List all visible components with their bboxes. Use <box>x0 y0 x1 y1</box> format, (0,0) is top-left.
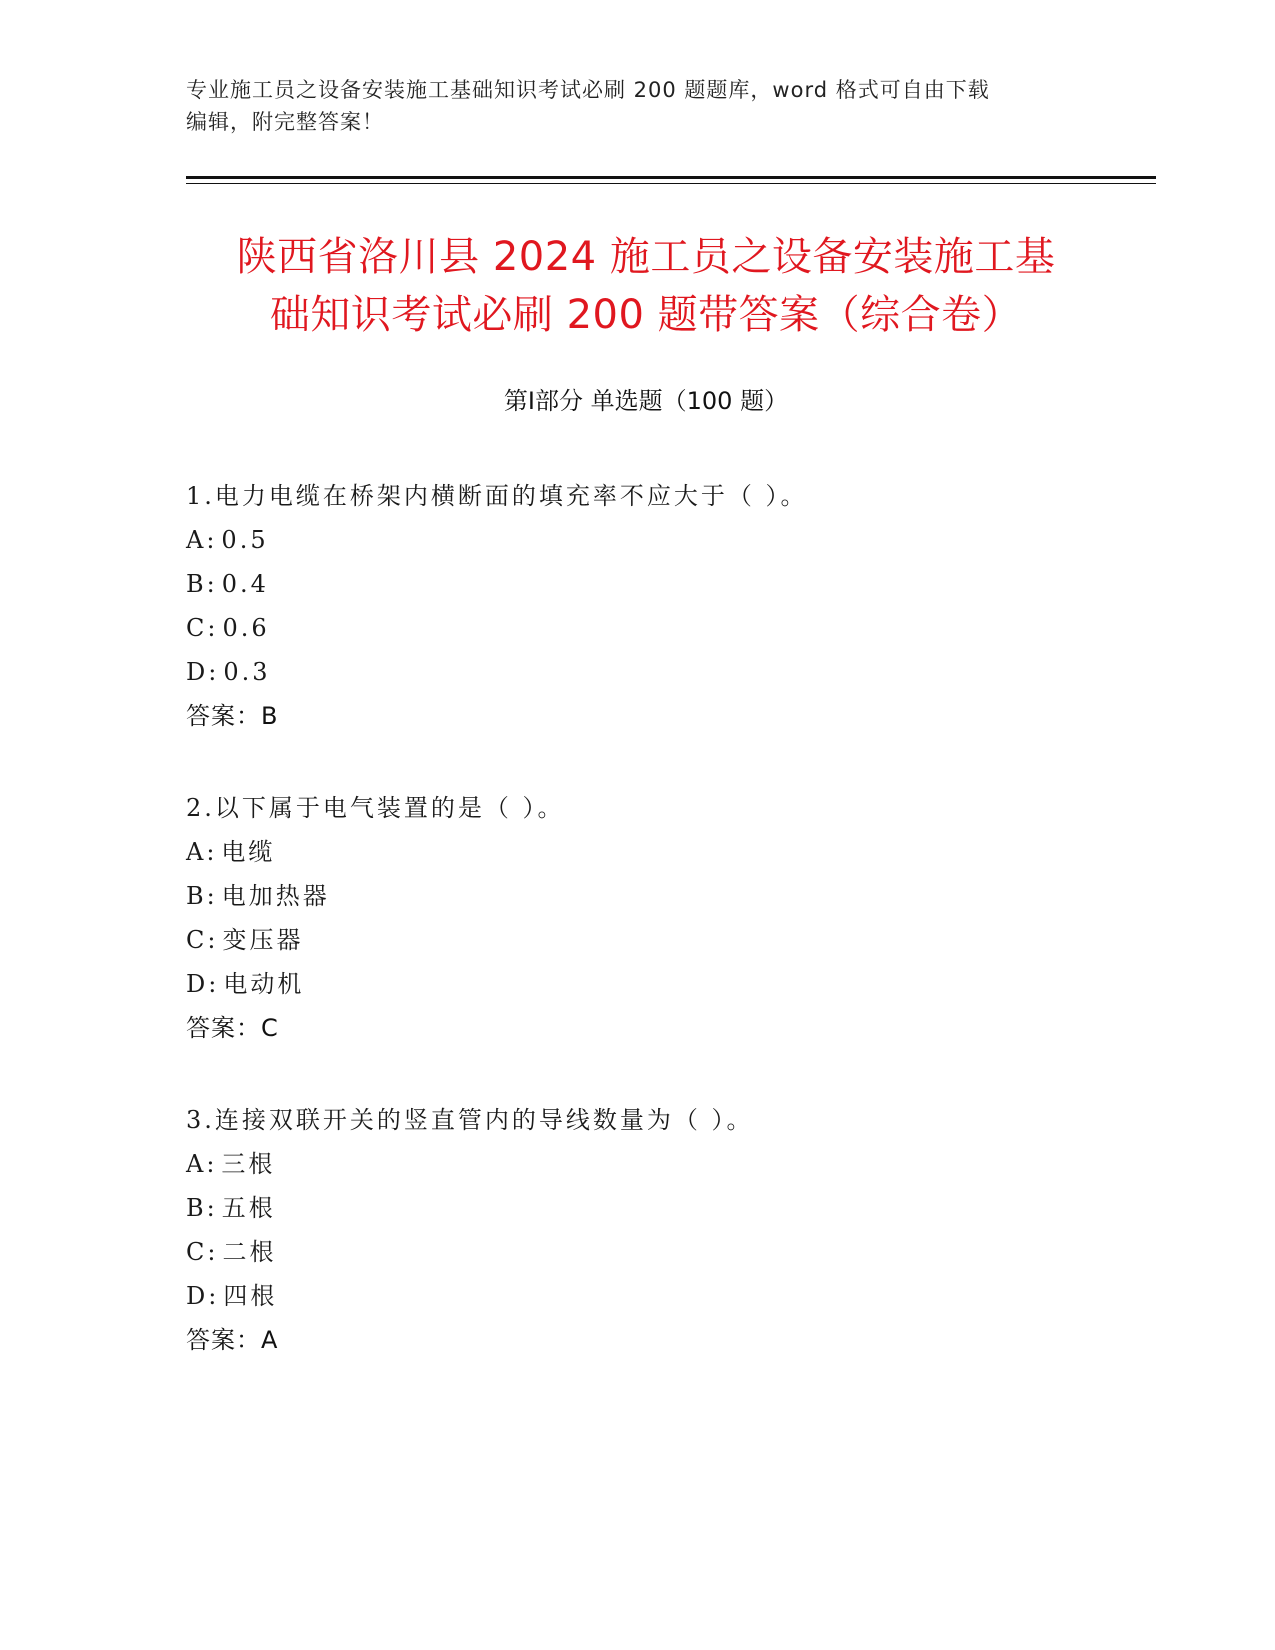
question-stem: 1.电力电缆在桥架内横断面的填充率不应大于（ ）。 <box>186 482 808 510</box>
section-heading: 第Ⅰ部分 单选题（100 题） <box>503 387 789 415</box>
option-letter: A: <box>186 838 218 866</box>
option-letter: B: <box>186 1194 218 1222</box>
option-b <box>186 874 1156 918</box>
question-stem: 2.以下属于电气装置的是（ ）。 <box>186 794 565 822</box>
option-text: 0.5 <box>221 526 269 554</box>
option-text: 0.6 <box>222 614 270 642</box>
option-c <box>186 918 1156 962</box>
option-b <box>186 562 1156 606</box>
option-text: 二根 <box>222 1238 277 1266</box>
option-a <box>186 1142 1156 1186</box>
option-d <box>186 650 1156 694</box>
option-text: 电加热器 <box>221 882 330 910</box>
option-text: 五根 <box>221 1194 276 1222</box>
option-letter: D: <box>186 970 220 998</box>
option-text: 三根 <box>221 1150 276 1178</box>
option-letter: C: <box>186 1238 219 1266</box>
option-text: 电动机 <box>223 970 305 998</box>
option-letter: C: <box>186 614 219 642</box>
option-letter: D: <box>186 1282 220 1310</box>
document-title <box>186 228 1106 344</box>
header-divider-thin <box>186 183 1156 184</box>
option-text: 变压器 <box>222 926 304 954</box>
answer-label: 答案：C <box>186 1014 279 1042</box>
header-note-line-1: 专业施工员之设备安装施工基础知识考试必刷 200 题题库，word 格式可自由下载 <box>186 78 990 102</box>
option-d <box>186 1274 1156 1318</box>
option-a <box>186 830 1156 874</box>
option-text: 电缆 <box>221 838 276 866</box>
header-note-line-2: 编辑，附完整答案！ <box>186 110 384 134</box>
option-c <box>186 1230 1156 1274</box>
document-title-line-2: 础知识考试必刷 200 题带答案（综合卷） <box>269 292 1023 338</box>
option-text: 0.3 <box>223 658 271 686</box>
answer-label: 答案：A <box>186 1326 279 1354</box>
question-stem: 3.连接双联开关的竖直管内的导线数量为（ ）。 <box>186 1106 754 1134</box>
question-item <box>186 786 1156 1050</box>
header-note <box>186 74 1086 138</box>
option-a <box>186 518 1156 562</box>
answer-label: 答案：B <box>186 702 279 730</box>
question-list <box>186 474 1156 1410</box>
option-letter: A: <box>186 526 218 554</box>
option-text: 0.4 <box>221 570 269 598</box>
question-item <box>186 474 1156 738</box>
option-letter: C: <box>186 926 219 954</box>
document-title-line-1: 陕西省洛川县 2024 施工员之设备安装施工基 <box>236 234 1056 280</box>
option-d <box>186 962 1156 1006</box>
option-text: 四根 <box>223 1282 278 1310</box>
option-letter: A: <box>186 1150 218 1178</box>
option-b <box>186 1186 1156 1230</box>
option-c <box>186 606 1156 650</box>
option-letter: B: <box>186 882 218 910</box>
question-item <box>186 1098 1156 1362</box>
option-letter: D: <box>186 658 220 686</box>
option-letter: B: <box>186 570 218 598</box>
header-divider-thick <box>186 176 1156 179</box>
